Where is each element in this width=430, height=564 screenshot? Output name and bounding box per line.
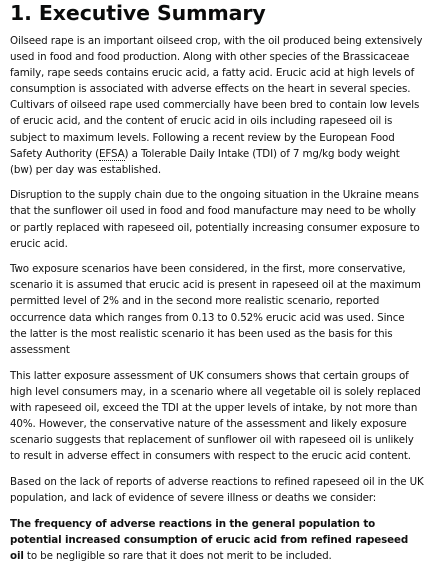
- conclusion-text: to be negligible so rare that it does not merit to be included.: [23, 549, 332, 562]
- efsa-abbreviation[interactable]: EFSA: [99, 147, 125, 160]
- page-title: 1. Executive Summary: [10, 1, 266, 25]
- paragraph-background: [10, 33, 424, 178]
- paragraph-supply-disruption: Disruption to the supply chain due to the ongoing situation in the Ukraine means that the sunflower oil used in food and food manufacture may need to be wholly or partly replaced with rapeseed oil, potentially increasing consumer exposure to erucic acid.: [10, 189, 420, 250]
- paragraph-exposure-scenarios: Two exposure scenarios have been considered, in the first, more conservative, scenario it is assumed that erucic acid is present in rapeseed oil at the maximum permitted level of 2% and in the second more realistic scenario, reported occurrence data which ranges from 0.13 to 0.52% erucic acid was used. Since the latter is the most realistic scenario it has been used as the basis for this assessment: [10, 263, 421, 356]
- paragraph-background-text-end: ) a Tolerable Daily Intake (TDI) of 7 mg/kg body weight (bw) per day was established.: [10, 147, 400, 176]
- paragraph-background-text: Oilseed rape is an important oilseed crop, with the oil produced being extensively used in food and food production. Along with other species of the Brassicaceae family, rape seeds contains erucic acid, a fatty acid. Erucic acid at high levels of consumption is associated with adverse effects on the heart in several species. Cultivars of oilseed rape used commercially have been bred to contain low levels of erucic acid, and the content of erucic acid in oils including rapeseed oil is subject to maximum levels. Following a recent review by the European Food Safety Authority (: [10, 35, 423, 160]
- document-page: [10, 0, 424, 564]
- conclusion-bold-text: The frequency of adverse reactions in the general population to potential increased consumption of erucic acid from refined rapeseed oil: [10, 517, 409, 562]
- paragraph-uk-assessment: This latter exposure assessment of UK consumers shows that certain groups of high level consumers may, in a scenario where all vegetable oil is solely replaced with rapeseed oil, exceed the TDI at the upper levels of intake, by not more than 40%. However, the conservative nature of the assessment and likely exposure scenario suggests that replacement of sunflower oil with rapeseed oil is unlikely to result in adverse effect in consumers with respect to the erucic acid content.: [10, 369, 421, 463]
- paragraph-conclusion: [10, 516, 424, 564]
- paragraph-lack-of-reports: Based on the lack of reports of adverse reactions to refined rapeseed oil in the UK population, and lack of evidence of severe illness or deaths we consider:: [10, 475, 424, 504]
